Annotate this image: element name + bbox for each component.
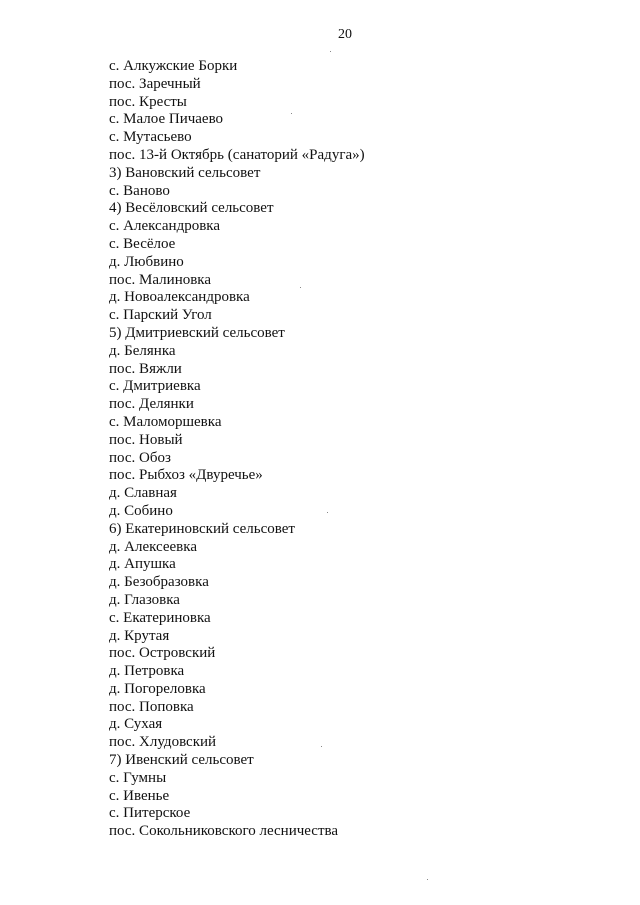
list-item: д. Любвино (109, 253, 184, 270)
scan-speck (321, 746, 322, 747)
list-item: пос. Поповка (109, 698, 194, 715)
list-item: с. Ваново (109, 182, 170, 199)
list-item: с. Екатериновка (109, 609, 211, 626)
list-item: д. Белянка (109, 342, 176, 359)
scan-speck (291, 113, 292, 114)
scan-speck (427, 879, 428, 880)
list-item: пос. 13-й Октябрь (санаторий «Радуга») (109, 146, 365, 163)
list-item: д. Глазовка (109, 591, 180, 608)
list-item: с. Парский Угол (109, 307, 212, 324)
scan-speck (300, 287, 301, 288)
list-item: с. Малое Пичаево (109, 111, 224, 128)
list-item: пос. Обоз (109, 449, 171, 466)
scan-speck (327, 512, 328, 513)
list-item: с. Питерское (109, 805, 191, 822)
list-item: пос. Вяжли (109, 360, 182, 377)
list-item: пос. Сокольниковского лесничества (109, 823, 339, 840)
list-item: пос. Хлудовский (109, 734, 217, 751)
list-item: с. Гумны (109, 769, 167, 786)
settlement-list (109, 58, 365, 841)
list-item: д. Собино (109, 502, 173, 519)
list-item: д. Крутая (109, 627, 170, 644)
list-item: с. Алкужские Борки (109, 58, 238, 74)
list-item: д. Безобразовка (109, 574, 209, 591)
list-item: 4) Весёловский сельсовет (109, 200, 274, 217)
list-item: д. Апушка (109, 556, 176, 573)
list-item: с. Александровка (109, 218, 221, 235)
list-item: д. Алексеевка (109, 538, 197, 555)
list-item: д. Славная (109, 485, 177, 502)
list-item: с. Весёлое (109, 235, 176, 252)
list-item: пос. Заречный (109, 75, 201, 92)
list-item: 7) Ивенский сельсовет (109, 752, 254, 769)
list-item: пос. Делянки (109, 396, 194, 413)
list-item: пос. Кресты (109, 93, 187, 110)
list-item: д. Петровка (109, 663, 185, 680)
list-item: д. Погореловка (109, 680, 206, 697)
list-item: с. Ивенье (109, 787, 170, 804)
list-item: 3) Вановский сельсовет (109, 164, 261, 181)
list-item: пос. Новый (109, 431, 183, 448)
list-item: пос. Рыбхоз «Двуречье» (109, 467, 263, 484)
list-item: пос. Островский (109, 645, 216, 662)
list-item: д. Новоалександровка (109, 289, 250, 306)
list-item: пос. Малиновка (109, 271, 212, 288)
page-number: 20 (338, 27, 352, 42)
scan-speck (330, 51, 331, 52)
list-item: с. Маломоршевка (109, 413, 222, 430)
list-item: с. Дмитриевка (109, 378, 201, 395)
list-item: 5) Дмитриевский сельсовет (109, 324, 285, 341)
list-item: 6) Екатериновский сельсовет (109, 520, 295, 537)
list-item: д. Сухая (109, 716, 163, 733)
list-item: с. Мутасьево (109, 129, 192, 146)
